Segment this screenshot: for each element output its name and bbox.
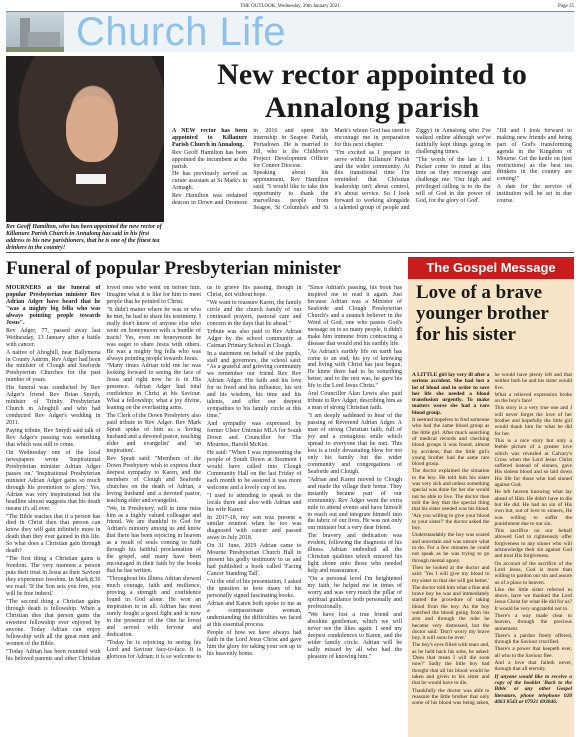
page-number: Page 25 xyxy=(558,4,574,9)
funeral-paragraph: "On a personal level I'm heightened my faith, he helped me in times of worry and was very much the pillar of spiritual guidance both personally and professionally. xyxy=(307,576,402,610)
funeral-paragraph: Rev Adger, 77, passed away last Wednesday, 13 January after a battle with cancer. xyxy=(6,327,101,348)
gospel-paragraph: Like the little sister referred to above, have we thanked the Lord Jesus Christ for what He did for us? It would be very ungrateful not to. xyxy=(494,586,572,612)
article-body xyxy=(172,128,572,246)
gospel-paragraph: A LITTLE girl lay very ill after a serious accident. She had lost a lot of blood and in order to save her life she needed a blood transfusion urgently. To make matters worse she had a rare blood group. xyxy=(412,372,490,416)
gospel-paragraph: It seemed hopeless to find someone who had the same blood group as the little girl. After much searching of medical records and checking blood groups it was found, almost by accident, that the little girl's young brother had the same rare blood group. xyxy=(412,417,490,468)
rector-photo xyxy=(6,56,164,222)
funeral-paragraph: His funeral was conducted by Rev Adger's friend Rev Brian Smyth, minister of Trinity Presbyterian Church in Ahoghill and who had conducted Rev Adger's wedding in 2011. xyxy=(6,385,101,427)
funeral-paragraph: "I am deeply saddened to hear of the passing of Reverend Adrian Adger. A man of strong Christian faith, full of joy and a contagious smile which spread to everyone that he met. This loss is a truly devastating blow for not only his family but the wider community and congregations of Seaforde and Clough. xyxy=(307,413,402,475)
gospel-paragraph: On account of the sacrifice of the Lord Jesus, God is more than willing to pardon our sin and assure us of a place in heaven. xyxy=(494,560,572,586)
funeral-paragraph: "Today he is rejoicing in seeing his Lord and Saviour face-to-face. It is glorious for Adrian; it is so welcome to us to grieve his passing, though in Christ, not without hope. xyxy=(106,285,302,660)
gospel-paragraph: The doctor told him what a fine and brave boy he was and immediately started the procedure of taking blood from the boy. As the boy watched the blood going from his arm and through the tube he became very distressed, but the doctor said: 'Don't worry my brave boy, it will soon be over.' xyxy=(412,584,490,642)
funeral-paragraph: "The second thing a Christian gains through death is fellowship. When a Christian dies that person gains the sweetest fellowship ever enjoyed by anyone. Today Adrian can enjoy fellowship with all the great men and women of the Bible. xyxy=(6,598,101,647)
article-headline: New rector appointed to Annalong parish xyxy=(217,58,527,124)
church-grass xyxy=(6,47,64,52)
funeral-paragraph: People of how we have always had faith in the Lord Jesus Christ and gave him the glory for taking your son up to his heavenly home. xyxy=(207,629,302,657)
section-divider xyxy=(6,252,574,253)
gospel-paragraph: He left heaven knowing what lay ahead of Him. He didn't have to die but He did. He had no sin of His own but, out of love to sinners, He was willing to suffer the punishment due to our sin. xyxy=(494,489,572,527)
gospel-paragraph: Then he looked at the doctor and said: 'Yes I will give my blood to my sister so that she will get better.' xyxy=(412,564,490,584)
funeral-paragraph: "It didn't matter where he was or who he met, he had to share his testimony. I really don't know of anyone else who went on honeymoon with a bundle of tracts! Yes, even on honeymoon he was eager to share Jesus with others. He was a mighty big fella who was always pointing people towards Jesus. xyxy=(106,306,201,362)
funeral-paragraph: "At the end of his presentation, I asked the question to how many of his personally signed fascinating books. xyxy=(207,579,302,599)
church-image xyxy=(6,12,64,52)
gospel-paragraph: And a love that faileth never, through that all eternity. xyxy=(494,660,572,673)
funeral-paragraph: The Clerk of the Down Presbytery also paid tribute to Rev Adger. Rev Mark Spratt spoke of him as a 'loving husband and a devoted pastor, teaching elder and evangelist' and 'an inspiration'. xyxy=(106,413,201,454)
article-paragraph: "The words of the late J. I. Packer come to mind at this time as they encourage and challenge me: 'Our high and privileged calling is to do the will of God in the power of God, for the glory of God'. xyxy=(415,156,491,205)
article-paragraph: A NEW rector has been appointed to Killanure Parish Church in Annalong. xyxy=(172,128,248,148)
gospel-paragraph: The doctor explained the situation to the boy. He told him his sister was very sick and unless something special was done for her she would not be able to live. The doctor then told the boy that the special thing that his sister needed was his blood. 'Are you willing to give your blood to your sister?' the doctor asked the boy. xyxy=(412,468,490,532)
funeral-body xyxy=(6,285,402,735)
funeral-paragraph: And Councillor Alan Lewis also paid tribute to Rev Adger, describing him as a man of strong Christian faith. xyxy=(307,391,402,412)
article-paragraph: "I'm excited as I prepare to serve within Killanure Parish and the wider community. At this transitional time I'm reminded that Christian leadership isn't about control, it's about service. So I look forward to working alongside a talented group of people and Ziggy) in Annalong who I've walked online although we've faithfully kept things going in challenging times. xyxy=(334,128,491,211)
gospel-paragraph: Understandably the boy was scared and uncertain and was unsure what to do. For a few minutes he could not speak as he was trying to go through mental agony. xyxy=(412,532,490,564)
funeral-paragraph: "As Adrian's earthly life on earth has come to an end, his joy of knowing and living with Christ has just begun. He knew there had to be something better, and to the rest was, he gave his life to the Lord Jesus Christ." xyxy=(307,348,402,390)
gospel-paragraph: This story is a very true one and I will never forget the love of her brother and hopefully the little girl would thank him for what he did for her. xyxy=(494,405,572,437)
article-paragraph: Rev Hamilton was ordained deacon in Down and Dromore in 2016 and spent his internship in Seapoe Parish, Portadown. He is married to Jill, who is the Children's Project Development Officer for Connor Diocese. xyxy=(172,128,329,207)
article-paragraph: He has previously served as curate assistant at St Mark's in Armagh. xyxy=(172,171,248,192)
gospel-paragraph: This sacrifice on our behalf allowed God to righteously offer forgiveness to any sinner who will acknowledge their sin against God and trust His forgiveness. xyxy=(494,528,572,560)
rector-face xyxy=(66,96,118,162)
funeral-paragraph: On Wednesday one of the local newspapers wrote 'Inspirational Presbyterian minister Adrian Adger passes on.' 'Inspirational Presbyterian minister Adrian Adger gains so much through his promotion to glory.' Yes, Adrian was very inspirational but the headline almost suggests that his death means it's all over. xyxy=(6,449,101,512)
funeral-paragraph: "Throughout his illness Adrian showed much courage, faith and resilience, proving a strength and confidence found in God alone. He won an inspiration to us all. Adrian has most surely fought a good fight and is now in the presence of the One he loved and served with fervour and dedication. xyxy=(106,576,201,638)
gospel-body xyxy=(412,372,572,734)
gospel-section-heading: The Gospel Message xyxy=(408,257,574,279)
clerical-collar xyxy=(76,174,106,184)
funeral-paragraph: "The first thing a Christian gains is freedom. The very moment a person puts their trust in Jesus as their Saviour they experience freedom. In Mark 8:36 we read: 'If the Son sets you free, you will be free indeed.' xyxy=(6,556,101,597)
funeral-headline: Funeral of popular Presbyterian minister xyxy=(6,258,341,279)
funeral-paragraph: Tribute was also paid to Rev Adrian Adger by the school community at Cairnan Primary School in Clough. xyxy=(207,328,302,349)
funeral-paragraph: "Adrian and Karen moved to Clough and made the village their home. They instantly became part of our community. Rev Adger went the extra mile to attend events and have himself to reach out and integrate himself into the fabric of our lives. He was not only our minister but a very dear friend. xyxy=(307,476,402,532)
publication-info: THE OUTLOOK, Wednesday, 20th January 2021 xyxy=(240,4,340,9)
gospel-paragraph: There's a pardon freely offered, through the Saviour crucified. xyxy=(494,632,572,646)
photo-caption: Rev Geoff Hamilton, who has been appointed the new rector of Killanure Parish Church in Annalong has said in his first address to his new parishioners, that he is one of the finest tea drinkers in the country! xyxy=(6,224,162,251)
article-paragraph: Speaking about his appointment, Rev Hamilton said: "I would like to take this opportunity to thank the marvellous people from Seagoe, St Columba's and St Mark's whom God has used to encourage me in preparation for this next chapter. xyxy=(253,128,410,211)
funeral-paragraph: In a statement on behalf of the pupils, staff and governors, the school said: "As a grateful and grieving community we remember our friend Rev Rev Adrian Adger. His faith and his love for us freed and his influence, his wit and his wisdom, his time and his talents, and offer our deepest sympathies to his family circle at this time." xyxy=(207,350,302,420)
gospel-paragraph: This is a nice story but only a feeble picture of a greater love which was revealed at Calvary's Cross when the Lord Jesus Christ suffered instead of sinners, gave His sinless blood and so laid down His life for those who had sinned against God. xyxy=(494,437,572,489)
funeral-paragraph: "We have lost a true friend and absolute gentleman, which we will never see the likes again. I send my deepest condolences to Karen, and the wider family circle. Adrian will be sadly missed by all who had the pleasure of knowing him." xyxy=(307,611,402,660)
funeral-paragraph: "Many times Adrian told me he was looking forward to seeing the face of Jesus and right now he is in His presence. Adrian Adger had total confidence in Christ at his Saviour. What a fellowship; what a joy divine, leaning on the everlasting arms. xyxy=(106,363,201,412)
funeral-paragraph: "I used to attending to speak to the locals there and also with Adrian and his wife Karen. xyxy=(207,492,302,513)
funeral-paragraph: He said: "When I was representing the people of South Down at Stormont I would have called into Clough Community Hall on the last Friday of each month to be assured it was more welcome and a lovely cup of tea. xyxy=(207,449,302,491)
funeral-paragraph: "The Bible teaches that if a person has died in Christ then that person can know they will gain infinitely more in death than they ever gained in this life. So what does a Christian gain through death? xyxy=(6,513,101,555)
gospel-paragraph: What a relieved expression broke on the boy's face! xyxy=(494,391,572,405)
section-banner xyxy=(6,12,574,52)
section-title: Church Life xyxy=(76,12,287,52)
funeral-paragraph: A native of Aboghill, near Ballymena in County Antrim, Rev Adger had been the minister of Clough and Seaforde Presbyterian Churches for the past number of years. xyxy=(6,349,101,384)
funeral-paragraph: "We want to reassure Karen, the family circle and the church family of our continued prayers, pastoral care and concern in the days that lie ahead." xyxy=(207,299,302,327)
gospel-paragraph: The boy's eyes filled with tears and, as he held back his sobs, he asked: 'Does that mean I will die soon now?' Sadly the little boy had thought that all his blood would be taken and given to his sister and that he would have to die. xyxy=(412,642,490,687)
funeral-paragraph: On 31 June, 2019 Adrian came to Mourne Presbyterian Church Hall to present his godly testimony to us and had published a book called 'Facing Cancer Standing Tall'. xyxy=(207,543,302,578)
article-paragraph: A date for the service of institution will be set in due course. xyxy=(496,184,572,205)
gospel-paragraph: There's a power that keepeth ever, all who to the Saviour flee. xyxy=(494,646,572,659)
funeral-paragraph: And sympathy was expressed by former Ulster Unionist MLA for South Down and Councillor for The Mournes, Harold McKee. xyxy=(207,421,302,448)
funeral-paragraph: Adrian and Karen both spoke to me as a compassionate woman, understanding the difficulties we faced at this essential process. xyxy=(207,600,302,628)
funeral-paragraph: "Today Adrian has been reunited with his beloved parents and other Christian loved ones who went on before him. Imagine what it is like for him to meet people that he pointed to Christ. xyxy=(6,285,201,662)
funeral-paragraph: In 2017-18, my son was present a similar reunion when he too was diagnosed with cancer and passed away in July 2018. xyxy=(207,514,302,542)
page-header xyxy=(6,2,574,12)
gospel-paragraph: There's a way made clear to heaven, through the precious atonement. xyxy=(494,612,572,632)
gospel-paragraph: Thankfully the doctor was able to reassure the little brother that only some of his blood was being taken, he would have plenty left and that neither both he and his sister would live. xyxy=(412,372,572,707)
article-paragraph: Rev Geoff Hamilton has been appointed the incumbent at the parish. xyxy=(172,149,248,170)
funeral-paragraph: Paying tribute, Rev Smyth said talk of Rev Adger's passing was something that which was still to come. xyxy=(6,428,101,448)
funeral-paragraph: "Since Adrian's passing, his book has inspired me to read it again. Just because Adrian was a Minister of Seaforde and Clough Presbyterian Church's and a staunch believer in the Word of God, one who passes God's message on to so many people, it didn't make him immune from contracting a disease that would end his earthly life. xyxy=(307,285,402,347)
funeral-paragraph: "We, in Presbytery, will in time miss him as a highly valued colleague and friend. We are thankful to God for Adrian's ministry among us and know that there has been rejoicing in heaven as a result of souls coming to faith through his faithful proclamation of the gospel, and many have been encouraged in their faith by the books that he has written. xyxy=(106,505,201,575)
funeral-paragraph: MOURNERS at the funeral of popular Presbyterian minister Rev Adrian Adger have heard that he "was a mighty big fella who was always pointing people towards Jesus". xyxy=(6,285,101,326)
article-paragraph: "Jill and I look forward to making new friends and being part of God's transforming agenda in the Kingdom of Mourne. Get the kettle on (test restrictions) as the best tea drinkers in the country are coming!" xyxy=(496,128,572,183)
funeral-paragraph: The bravery and dedication was evident, following the diagnosis of his illness. Adrian embodied all the Christian qualities which ensured his light shone onto those who needed help and reassurance. xyxy=(307,533,402,575)
funeral-paragraph: Rev Spratt said: "Members of the Down Presbytery wish to express their deepest sympathy to Karen, and the members of Clough and Seaforde churches on the death of Adrian, a loving husband and a devoted pastor, teaching elder and evangelist. xyxy=(106,455,201,504)
gospel-contact-note: If anyone would like to receive a copy of the booklet 'Back to the Bible' or any other Gospel literature, phone telephone 028 4063 8543 or 07921 693046. xyxy=(494,673,572,705)
gospel-title: Love of a brave younger brother for his sister xyxy=(416,282,549,345)
